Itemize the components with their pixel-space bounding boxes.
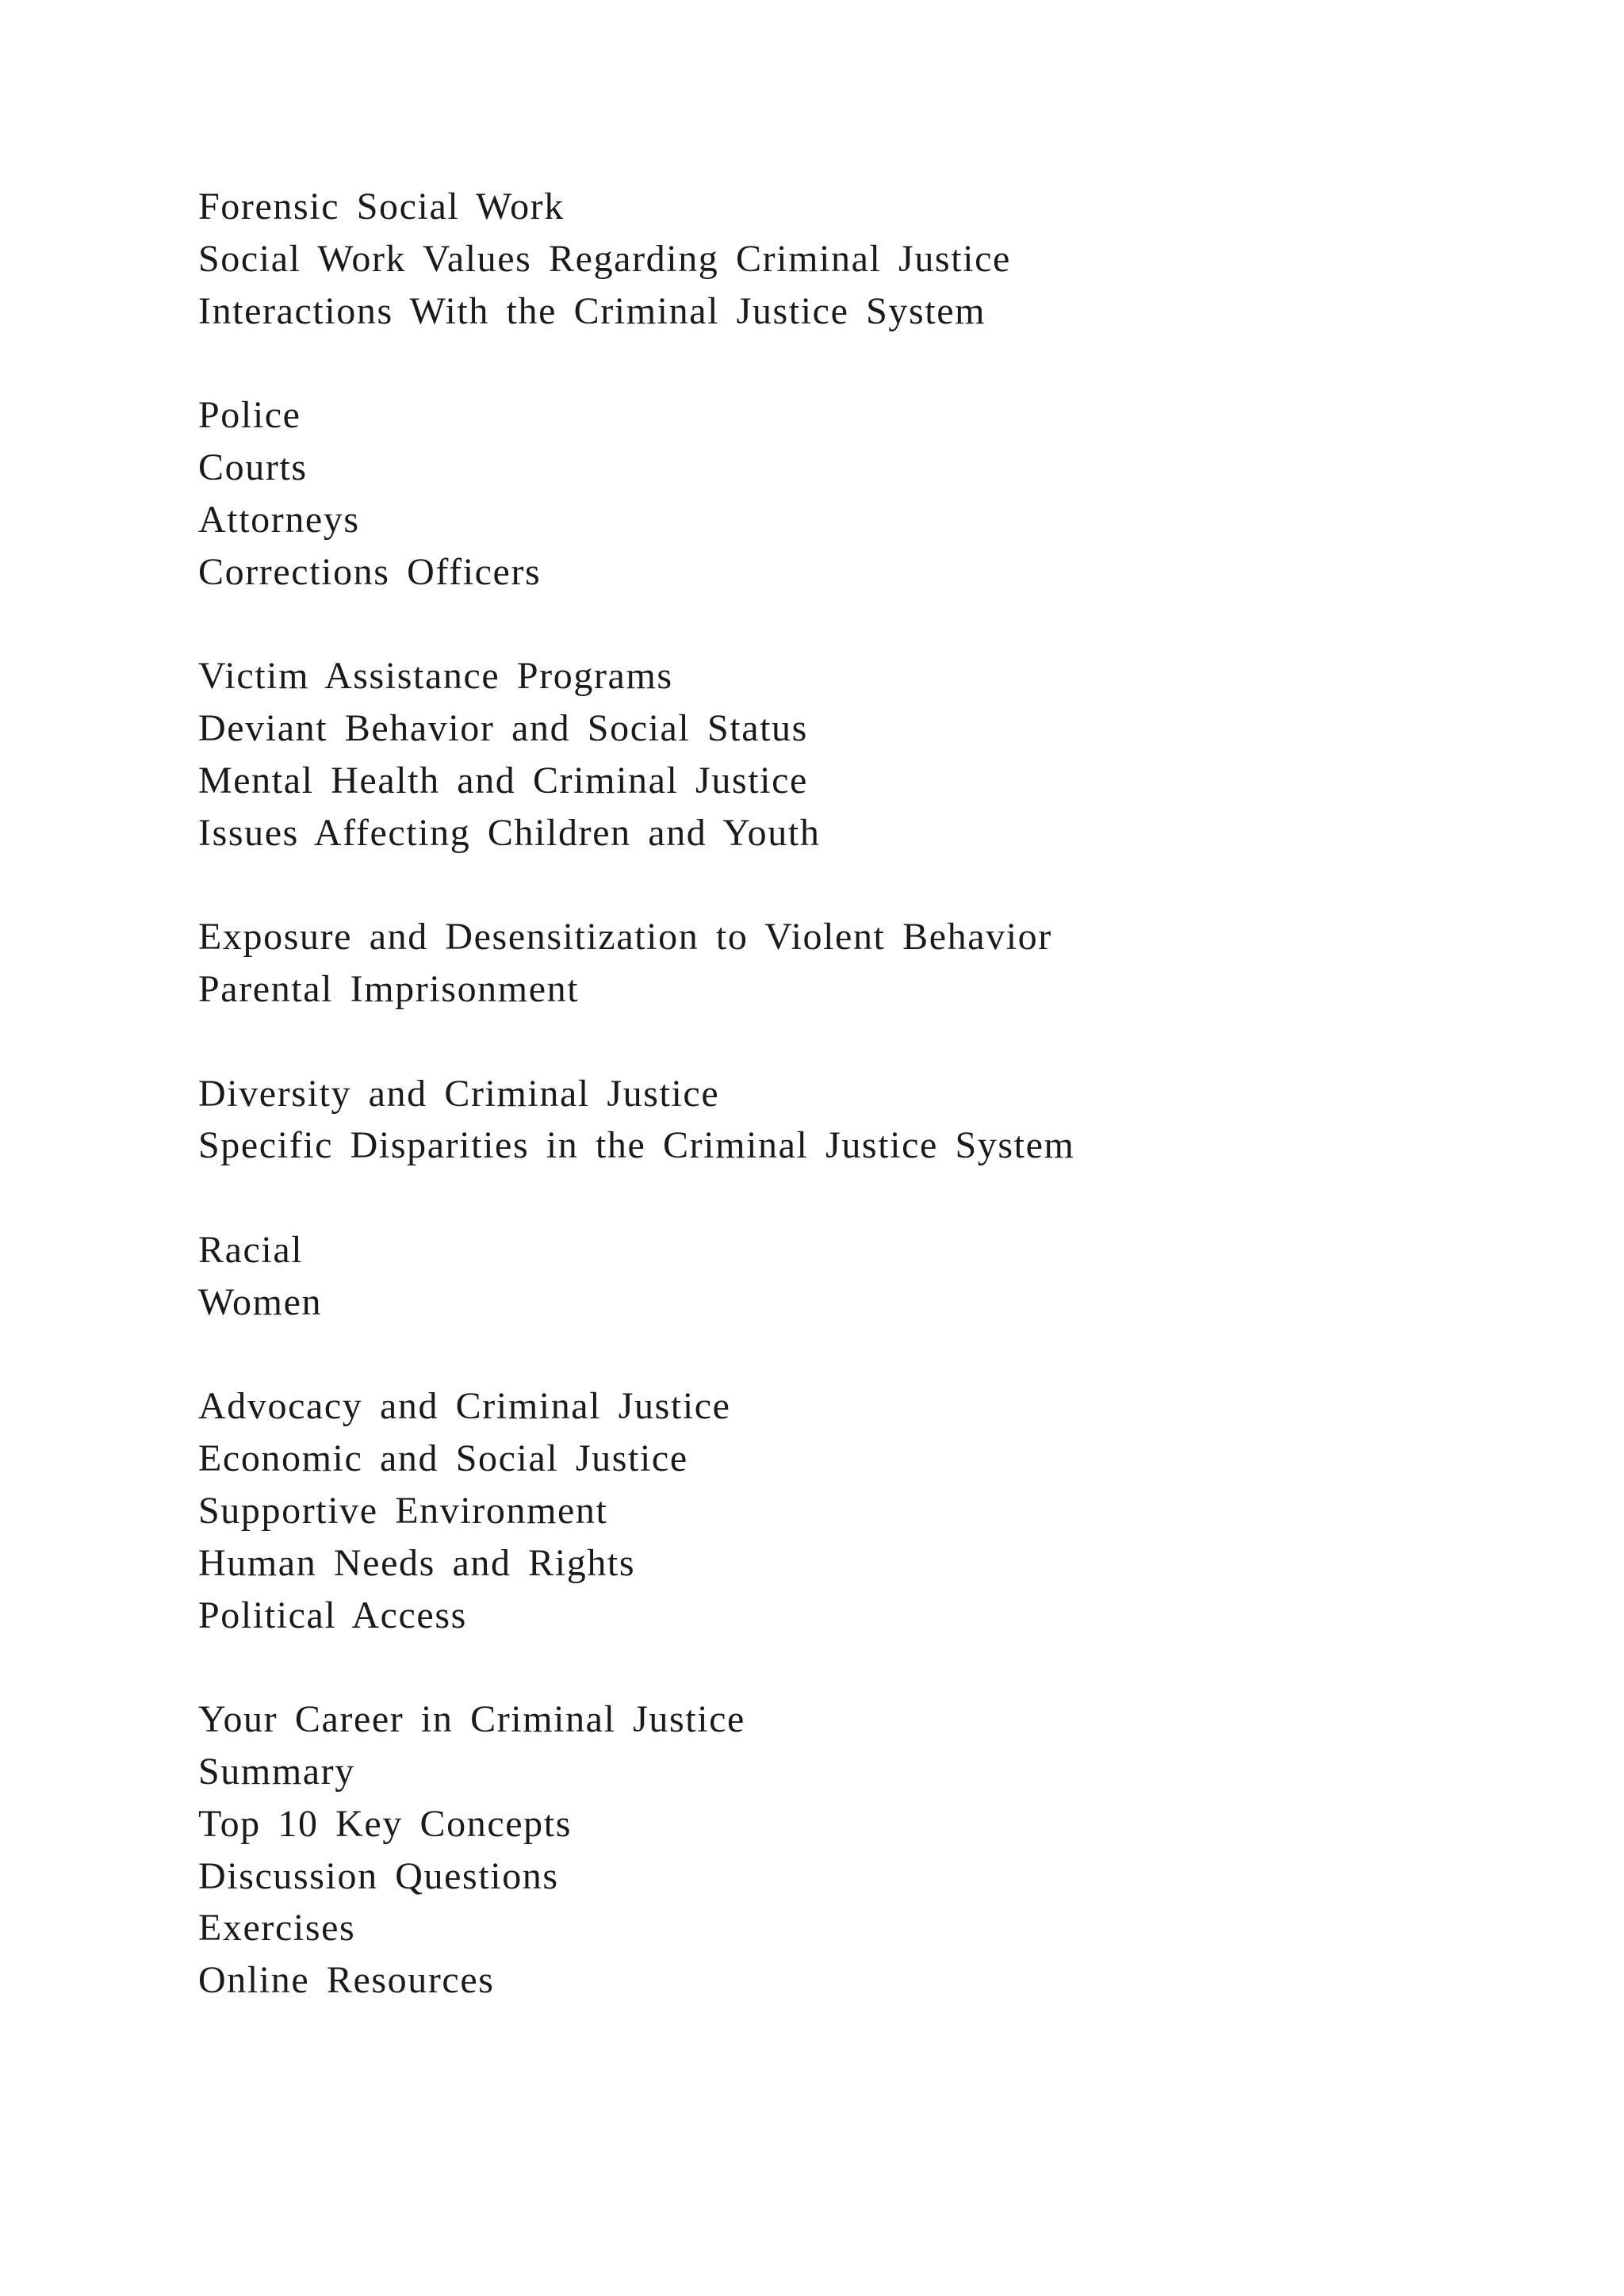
outline-group-system-actors — [198, 389, 1546, 598]
outline-entry: Police — [198, 394, 301, 437]
outline-entry: Online Resources — [198, 1959, 495, 2002]
outline-entry: Courts — [198, 446, 308, 488]
outline-entry: Political Access — [198, 1594, 467, 1636]
outline-entry: Specific Disparities in the Criminal Justice System — [198, 1124, 1075, 1167]
outline-group-closing — [198, 1693, 1546, 2007]
outline-entry: Human Needs and Rights — [198, 1541, 636, 1584]
outline-entry: Social Work Values Regarding Criminal Justice — [198, 237, 1011, 280]
outline-entry: Summary — [198, 1750, 355, 1793]
outline-entry: Your Career in Criminal Justice — [198, 1698, 745, 1741]
outline-entry: Advocacy and Criminal Justice — [198, 1385, 731, 1428]
outline-entry: Forensic Social Work — [198, 186, 565, 228]
outline-group-disparities — [198, 1224, 1546, 1329]
outline-entry: Mental Health and Criminal Justice — [198, 759, 808, 802]
outline-entry: Exercises — [198, 1907, 356, 1950]
outline-entry: Issues Affecting Children and Youth — [198, 811, 821, 854]
outline-entry: Supportive Environment — [198, 1489, 608, 1532]
outline-entry: Discussion Questions — [198, 1854, 559, 1897]
outline-entry: Racial — [198, 1228, 304, 1271]
chapter-outline — [198, 181, 1546, 2007]
outline-entry: Corrections Officers — [198, 550, 542, 593]
outline-group-children-youth — [198, 911, 1546, 1016]
outline-entry: Women — [198, 1280, 323, 1323]
outline-entry: Parental Imprisonment — [198, 967, 580, 1010]
outline-group-diversity — [198, 1068, 1546, 1173]
outline-entry: Victim Assistance Programs — [198, 655, 673, 698]
outline-entry: Interactions With the Criminal Justice System — [198, 289, 986, 332]
outline-entry: Exposure and Desensitization to Violent Behavior — [198, 916, 1052, 959]
outline-entry: Economic and Social Justice — [198, 1437, 688, 1480]
outline-entry: Diversity and Criminal Justice — [198, 1072, 720, 1115]
outline-entry: Deviant Behavior and Social Status — [198, 706, 808, 749]
outline-group-intro — [198, 181, 1546, 337]
outline-group-advocacy — [198, 1380, 1546, 1641]
outline-group-programs-issues — [198, 650, 1546, 859]
outline-entry: Attorneys — [198, 498, 360, 541]
outline-entry: Top 10 Key Concepts — [198, 1802, 572, 1845]
